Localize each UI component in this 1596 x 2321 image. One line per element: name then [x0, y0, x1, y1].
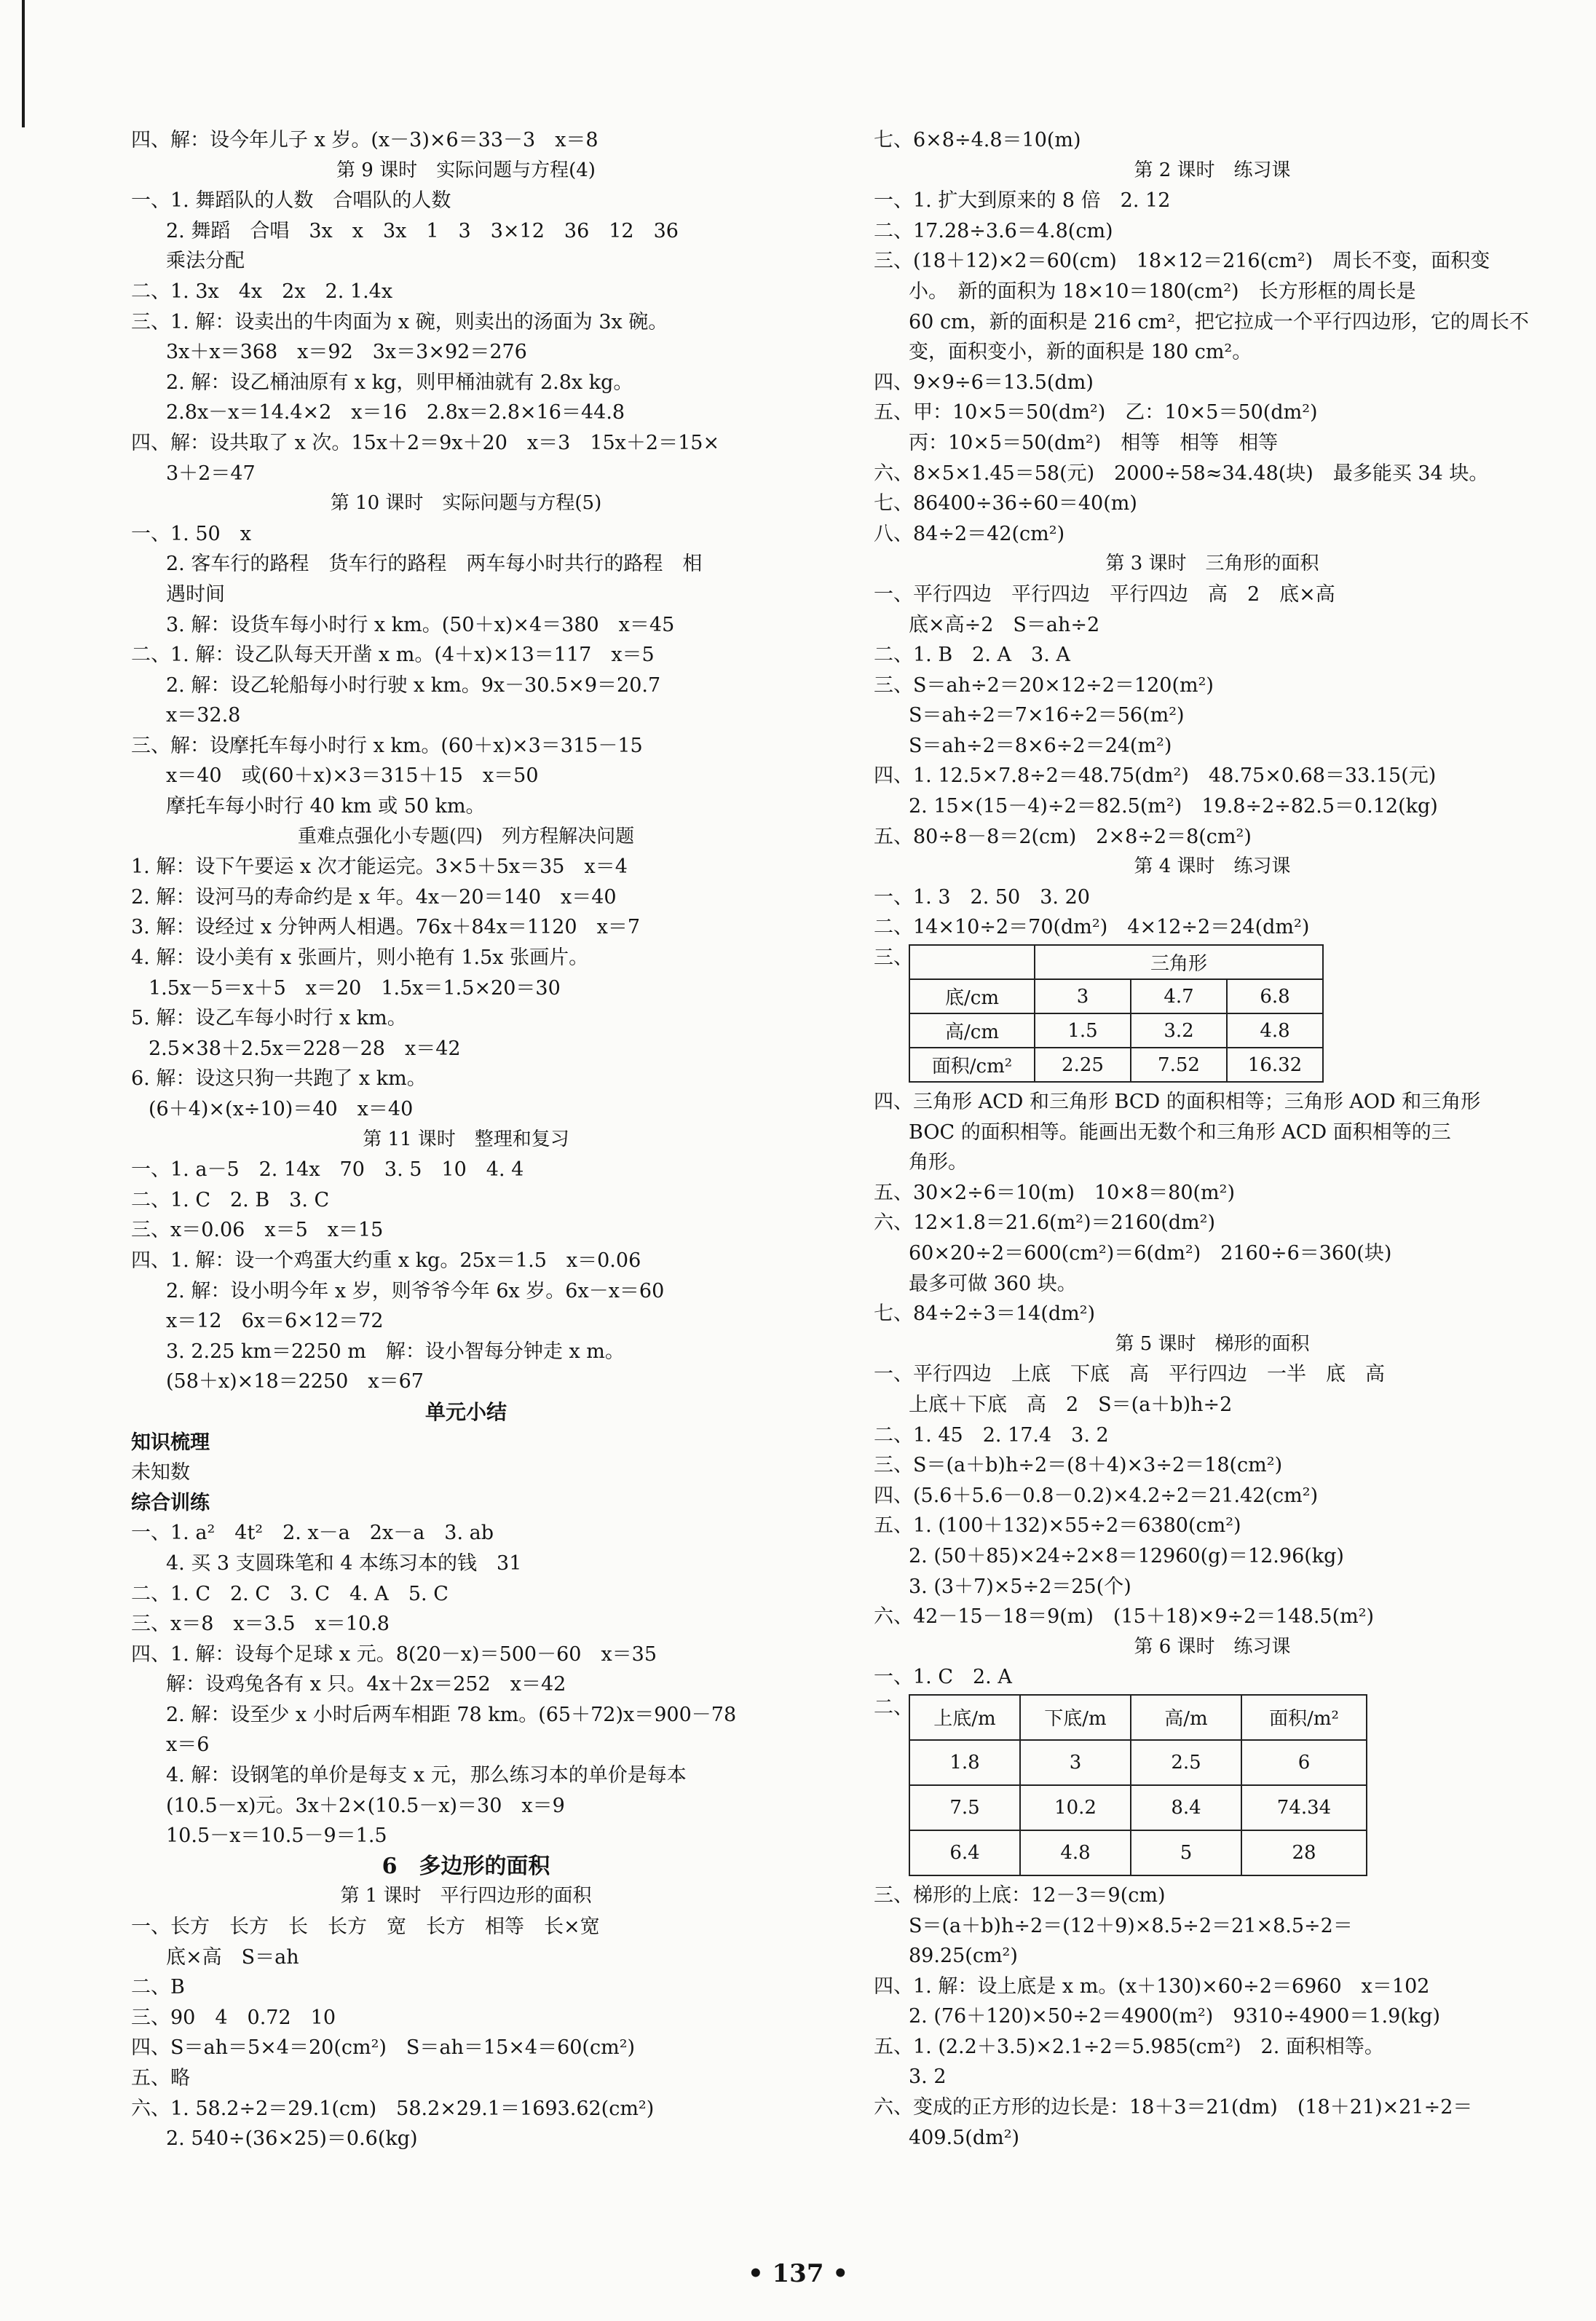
answer-line: 五、甲：10×5＝50(dm²) 乙：10×5＝50(dm²) — [874, 401, 1318, 424]
answer-line: 变，面积变小，新的面积是 180 cm²。 — [909, 341, 1252, 364]
answer-line: 四、1. 解：设上底是 x m。(x＋130)×60÷2＝6960 x＝102 — [874, 1974, 1430, 1998]
answer-line: 2. 解：设乙轮船每小时行驶 x km。9x－30.5×9＝20.7 — [166, 673, 661, 697]
section-heading: 第 5 课时 梯形的面积 — [1115, 1332, 1310, 1355]
answer-line: 89.25(cm²) — [909, 1945, 1018, 1968]
table-header-cell: 高/m — [1131, 1695, 1241, 1740]
table-cell: 6.8 — [1227, 979, 1323, 1013]
answer-line: 小。 新的面积为 18×10＝180(cm²) 长方形框的周长是 — [909, 280, 1416, 303]
answer-line: 一、1. a² 4t² 2. x－a 2x－a 3. ab — [131, 1522, 494, 1545]
table-cell: 底/cm — [909, 979, 1035, 1013]
answer-line: 五、30×2÷6＝10(m) 10×8＝80(m²) — [874, 1181, 1235, 1204]
answer-line: 乘法分配 — [166, 250, 245, 273]
answer-line: 未知数 — [131, 1461, 190, 1484]
right-column-part-b — [874, 1087, 1551, 1693]
answer-line: x＝32.8 — [166, 704, 241, 727]
table-cell: 16.32 — [1227, 1048, 1323, 1082]
table-cell: 4.7 — [1131, 979, 1227, 1013]
answer-line: BOC 的面积相等。能画出无数个和三角形 ACD 面积相等的三 — [909, 1120, 1451, 1144]
answer-line: 2. 解：设乙桶油原有 x kg，则甲桶油就有 2.8x kg。 — [166, 371, 633, 394]
answer-line: 3. 解：设经过 x 分钟两人相遇。76x＋84x＝1120 x＝7 — [131, 916, 641, 939]
answer-line: 五、略 — [131, 2067, 190, 2089]
answer-line: 知识梳理 — [131, 1431, 210, 1454]
answer-line: 六、12×1.8＝21.6(m²)＝2160(dm²) — [874, 1211, 1216, 1235]
answer-line: 三、90 4 0.72 10 — [131, 2006, 336, 2029]
answer-line: S＝(a＋b)h÷2＝(12＋9)×8.5÷2＝21×8.5÷2＝ — [909, 1914, 1353, 1937]
table-cell: 3 — [1035, 979, 1131, 1013]
answer-line: 三、(18＋12)×2＝60(cm) 18×12＝216(cm²) 周长不变，面积变 — [874, 250, 1490, 273]
answer-line: 角形。 — [909, 1151, 968, 1174]
answer-line: 解：设鸡兔各有 x 只。4x＋2x＝252 x＝42 — [166, 1673, 566, 1696]
answer-line: 10.5－x＝10.5－9＝1.5 — [166, 1824, 387, 1848]
answer-line: 2.5×38＋2.5x＝228－28 x＝42 — [149, 1037, 461, 1060]
table-cell: 2.25 — [1035, 1048, 1131, 1082]
table-row — [909, 1740, 1367, 1785]
answer-line: 底×高÷2 S＝ah÷2 — [909, 613, 1100, 636]
answer-line: 二、14×10÷2＝70(dm²) 4×12÷2＝24(dm²) — [874, 916, 1310, 939]
section-heading: 重难点强化小专题(四) 列方程解决问题 — [297, 825, 635, 847]
table-cell: 4.8 — [1020, 1830, 1131, 1875]
table-cell: 面积/cm² — [909, 1048, 1035, 1082]
table-header-cell: 下底/m — [1020, 1695, 1131, 1740]
table-cell: 高/cm — [909, 1013, 1035, 1048]
answer-line: (6＋4)×(x÷10)＝40 x＝40 — [149, 1098, 414, 1120]
answer-line: (58＋x)×18＝2250 x＝67 — [166, 1370, 424, 1393]
answer-line: 一、长方 长方 长 长方 宽 长方 相等 长×宽 — [131, 1915, 600, 1939]
table-header-row — [909, 1695, 1367, 1740]
table-header-cell: 上底/m — [909, 1695, 1020, 1740]
trapezoid-area-table — [909, 1694, 1367, 1876]
table-cell: 5 — [1131, 1830, 1241, 1875]
answer-line: 上底＋下底 高 2 S＝(a＋b)h÷2 — [909, 1393, 1233, 1416]
answer-line: 2. 540÷(36×25)＝0.6(kg) — [166, 2127, 418, 2151]
answer-line: 2. 客车行的路程 货车行的路程 两车每小时共行的路程 相 — [166, 553, 703, 576]
answer-line: 丙：10×5＝50(dm²) 相等 相等 相等 — [909, 431, 1279, 454]
answer-line: x＝6 — [166, 1733, 210, 1757]
answer-line: 2. (76＋120)×50÷2＝4900(m²) 9310÷4900＝1.9(kg) — [909, 2005, 1440, 2028]
answer-line: 60×20÷2＝600(cm²)＝6(dm²) 2160÷6＝360(块) — [909, 1242, 1392, 1265]
answer-line: 3x＋x＝368 x＝92 3x＝3×92＝276 — [166, 341, 527, 364]
answer-line: 二、1. 3x 4x 2x 2. 1.4x — [131, 280, 393, 303]
answer-line: 摩托车每小时行 40 km 或 50 km。 — [166, 795, 486, 818]
table-cell: 10.2 — [1020, 1785, 1131, 1830]
triangle-table-label: 三、 — [874, 946, 913, 970]
answer-line: 四、9×9÷6＝13.5(dm) — [874, 371, 1094, 394]
answer-line: 六、变成的正方形的边长是：18＋3＝21(dm) (18＋21)×21÷2＝ — [874, 2096, 1473, 2119]
answer-line: 2.8x－x＝14.4×2 x＝16 2.8x＝2.8×16＝44.8 — [166, 401, 625, 424]
answer-line: 一、1. 3 2. 50 3. 20 — [874, 885, 1090, 909]
answer-line: 一、1. a－5 2. 14x 70 3. 5 10 4. 4 — [131, 1158, 524, 1182]
answer-line: 六、42－15－18＝9(m) (15＋18)×9÷2＝148.5(m²) — [874, 1605, 1375, 1629]
right-answer-column — [874, 125, 1551, 2153]
answer-line: 4. 解：设钢笔的单价是每支 x 元，那么练习本的单价是每本 — [166, 1764, 687, 1787]
answer-line: 6 多边形的面积 — [382, 1853, 550, 1879]
section-heading: 第 1 课时 平行四边形的面积 — [340, 1885, 592, 1907]
answer-line: x＝40 或(60＋x)×3＝315＋15 x＝50 — [166, 764, 539, 788]
trapezoid-table-block — [874, 1693, 1551, 1881]
answer-line: 七、6×8÷4.8＝10(m) — [874, 129, 1081, 151]
answer-line: 五、1. (2.2＋3.5)×2.1÷2＝5.985(cm²) 2. 面积相等。 — [874, 2035, 1384, 2058]
answer-line: 二、1. C 2. C 3. C 4. A 5. C — [131, 1582, 449, 1605]
table-cell: 74.34 — [1241, 1785, 1367, 1830]
answer-line: 七、84÷2÷3＝14(dm²) — [874, 1302, 1096, 1326]
answer-line: 60 cm，新的面积是 216 cm²，把它拉成一个平行四边形，它的周长不 — [909, 310, 1529, 333]
answer-line: 最多可做 360 块。 — [909, 1272, 1077, 1295]
binding-margin-rule — [22, 0, 25, 127]
section-heading: 第 9 课时 实际问题与方程(4) — [336, 159, 596, 181]
section-heading: 第 4 课时 练习课 — [1134, 855, 1291, 878]
answer-line: 三、S＝(a＋b)h÷2＝(8＋4)×3÷2＝18(cm²) — [874, 1454, 1283, 1477]
answer-line: 一、平行四边 平行四边 平行四边 高 2 底×高 — [874, 582, 1335, 606]
answer-line: S＝ah÷2＝7×16÷2＝56(m²) — [909, 704, 1185, 727]
answer-line: 二、1. B 2. A 3. A — [874, 644, 1070, 667]
table-cell: 28 — [1241, 1830, 1367, 1875]
answer-line: 五、80÷8－8＝2(cm) 2×8÷2＝8(cm²) — [874, 825, 1252, 848]
answer-line: 三、x＝8 x＝3.5 x＝10.8 — [131, 1613, 390, 1636]
answer-line: 3. (3＋7)×5÷2＝25(个) — [909, 1575, 1131, 1598]
triangle-area-table — [909, 944, 1324, 1083]
answer-line: 四、1. 解：设一个鸡蛋大约重 x kg。25x＝1.5 x＝0.06 — [131, 1249, 641, 1272]
table-header-cell: 面积/m² — [1241, 1695, 1367, 1740]
table-cell: 6 — [1241, 1740, 1367, 1785]
right-column-part-a — [874, 125, 1551, 943]
trapezoid-table-label: 二、 — [874, 1696, 913, 1719]
table-cell: 8.4 — [1131, 1785, 1241, 1830]
answer-line: 3＋2＝47 — [166, 462, 256, 485]
answer-line: 1. 解：设下午要运 x 次才能运完。3×5＋5x＝35 x＝4 — [131, 855, 628, 879]
section-heading: 第 3 课时 三角形的面积 — [1105, 553, 1319, 575]
answer-line: 5. 解：设乙车每小时行 x km。 — [131, 1007, 407, 1030]
answer-line: 2. 解：设小明今年 x 岁，则爷爷今年 6x 岁。6x－x＝60 — [166, 1279, 665, 1302]
answer-line: 五、1. (100＋132)×55÷2＝6380(cm²) — [874, 1514, 1241, 1538]
right-column-part-c — [874, 1881, 1551, 2153]
answer-line: 二、17.28÷3.6＝4.8(cm) — [874, 219, 1113, 242]
triangle-table-header: 三角形 — [1035, 945, 1323, 979]
answer-line: 3. 2.25 km＝2250 m 解：设小智每分钟走 x m。 — [166, 1340, 625, 1363]
answer-line: 4. 买 3 支圆珠笔和 4 本练习本的钱 31 — [166, 1551, 522, 1575]
answer-line: 四、解：设今年儿子 x 岁。(x－3)×6＝33－3 x＝8 — [131, 129, 598, 151]
table-cell: 3.2 — [1131, 1013, 1227, 1048]
table-cell: 1.5 — [1035, 1013, 1131, 1048]
table-row — [909, 979, 1323, 1013]
answer-line: x＝12 6x＝6×12＝72 — [166, 1310, 384, 1333]
answer-line: 一、平行四边 上底 下底 高 平行四边 一半 底 高 — [874, 1363, 1385, 1386]
answer-line: 2. 解：设河马的寿命约是 x 年。4x－20＝140 x＝40 — [131, 885, 617, 909]
answer-line: 3. 2 — [909, 2065, 947, 2089]
section-heading: 单元小结 — [424, 1399, 507, 1424]
answer-line: 1.5x－5＝x＋5 x＝20 1.5x＝1.5×20＝30 — [149, 976, 561, 1000]
answer-line: 六、1. 58.2÷2＝29.1(cm) 58.2×29.1＝1693.62(cm²) — [131, 2097, 655, 2120]
table-cell: 3 — [1020, 1740, 1131, 1785]
answer-line: 底×高 S＝ah — [166, 1945, 299, 1969]
answer-line: 2. 解：设至少 x 小时后两车相距 78 km。(65＋72)x＝900－78 — [166, 1703, 737, 1726]
section-heading: 第 10 课时 实际问题与方程(5) — [330, 492, 602, 515]
table-cell: 7.5 — [909, 1785, 1020, 1830]
answer-line: 八、84÷2＝42(cm²) — [874, 522, 1065, 545]
answer-line: 二、1. 45 2. 17.4 3. 2 — [874, 1423, 1109, 1447]
answer-line: 三、S＝ah÷2＝20×12÷2＝120(m²) — [874, 673, 1214, 697]
answer-line: 三、梯形的上底：12－3＝9(cm) — [874, 1883, 1166, 1907]
table-row — [909, 1048, 1323, 1082]
answer-line: 四、1. 解：设每个足球 x 元。8(20－x)＝500－60 x＝35 — [131, 1642, 657, 1666]
answer-line: 409.5(dm²) — [909, 2126, 1020, 2149]
table-cell: 4.8 — [1227, 1013, 1323, 1048]
answer-line: 二、B — [131, 1976, 185, 1999]
answer-line: 4. 解：设小美有 x 张画片，则小艳有 1.5x 张画片。 — [131, 946, 589, 970]
answer-line: 6. 解：设这只狗一共跑了 x km。 — [131, 1067, 427, 1091]
table-cell: 6.4 — [909, 1830, 1020, 1875]
answer-line: 三、x＝0.06 x＝5 x＝15 — [131, 1219, 384, 1242]
answer-line: 二、1. 解：设乙队每天开凿 x m。(4＋x)×13＝117 x＝5 — [131, 644, 655, 667]
answer-line: 三、解：设摩托车每小时行 x km。(60＋x)×3＝315－15 — [131, 734, 643, 757]
section-heading: 第 11 课时 整理和复习 — [363, 1128, 569, 1150]
table-row — [909, 1785, 1367, 1830]
answer-line: S＝ah÷2＝8×6÷2＝24(m²) — [909, 734, 1172, 757]
triangle-table-block — [874, 943, 1551, 1087]
answer-line: 六、8×5×1.45＝58(元) 2000÷58≈34.48(块) 最多能买 34 块。 — [874, 462, 1489, 485]
answer-line: 2. 15×(15－4)÷2＝82.5(m²) 19.8÷2÷82.5＝0.12(kg) — [909, 795, 1438, 818]
table-cell: 2.5 — [1131, 1740, 1241, 1785]
table-row — [909, 1013, 1323, 1048]
triangle-table-corner — [909, 945, 1035, 979]
answer-line: 三、1. 解：设卖出的牛肉面为 x 碗，则卖出的汤面为 3x 碗。 — [131, 310, 668, 333]
answer-line: 3. 解：设货车每小时行 x km。(50＋x)×4＝380 x＝45 — [166, 613, 675, 636]
answer-line: 一、1. 扩大到原来的 8 倍 2. 12 — [874, 189, 1171, 213]
table-row — [909, 1830, 1367, 1875]
answer-line: 四、1. 12.5×7.8÷2＝48.75(dm²) 48.75×0.68＝33.15(元) — [874, 764, 1437, 788]
answer-line: 综合训练 — [131, 1491, 210, 1514]
answer-line: 二、1. C 2. B 3. C — [131, 1188, 330, 1211]
answer-line: (10.5－x)元。3x＋2×(10.5－x)＝30 x＝9 — [166, 1794, 565, 1817]
table-cell: 1.8 — [909, 1740, 1020, 1785]
answer-line: 2. (50＋85)×24÷2×8＝12960(g)＝12.96(kg) — [909, 1544, 1344, 1567]
answer-line: 四、三角形 ACD 和三角形 BCD 的面积相等；三角形 AOD 和三角形 — [874, 1091, 1481, 1114]
answer-line: 一、1. 舞蹈队的人数 合唱队的人数 — [131, 189, 451, 213]
answer-line: 七、86400÷36÷60＝40(m) — [874, 492, 1137, 515]
answer-line: 一、1. C 2. A — [874, 1666, 1012, 1689]
answer-line: 四、解：设共取了 x 次。15x＋2＝9x＋20 x＝3 15x＋2＝15× — [131, 431, 720, 454]
answer-line: 四、S＝ah＝5×4＝20(cm²) S＝ah＝15×4＝60(cm²) — [131, 2036, 636, 2060]
page-number: • 137 • — [747, 2259, 849, 2288]
section-heading: 第 6 课时 练习课 — [1134, 1635, 1291, 1658]
answer-line: 2. 舞蹈 合唱 3x x 3x 1 3 3×12 36 12 36 — [166, 219, 679, 242]
left-answer-column — [131, 125, 801, 2154]
answer-line: 一、1. 50 x — [131, 522, 251, 545]
table-cell: 7.52 — [1131, 1048, 1227, 1082]
section-heading: 第 2 课时 练习课 — [1134, 159, 1291, 181]
answer-line: 四、(5.6＋5.6－0.8－0.2)×4.2÷2＝21.42(cm²) — [874, 1484, 1319, 1507]
answer-line: 遇时间 — [166, 582, 225, 606]
